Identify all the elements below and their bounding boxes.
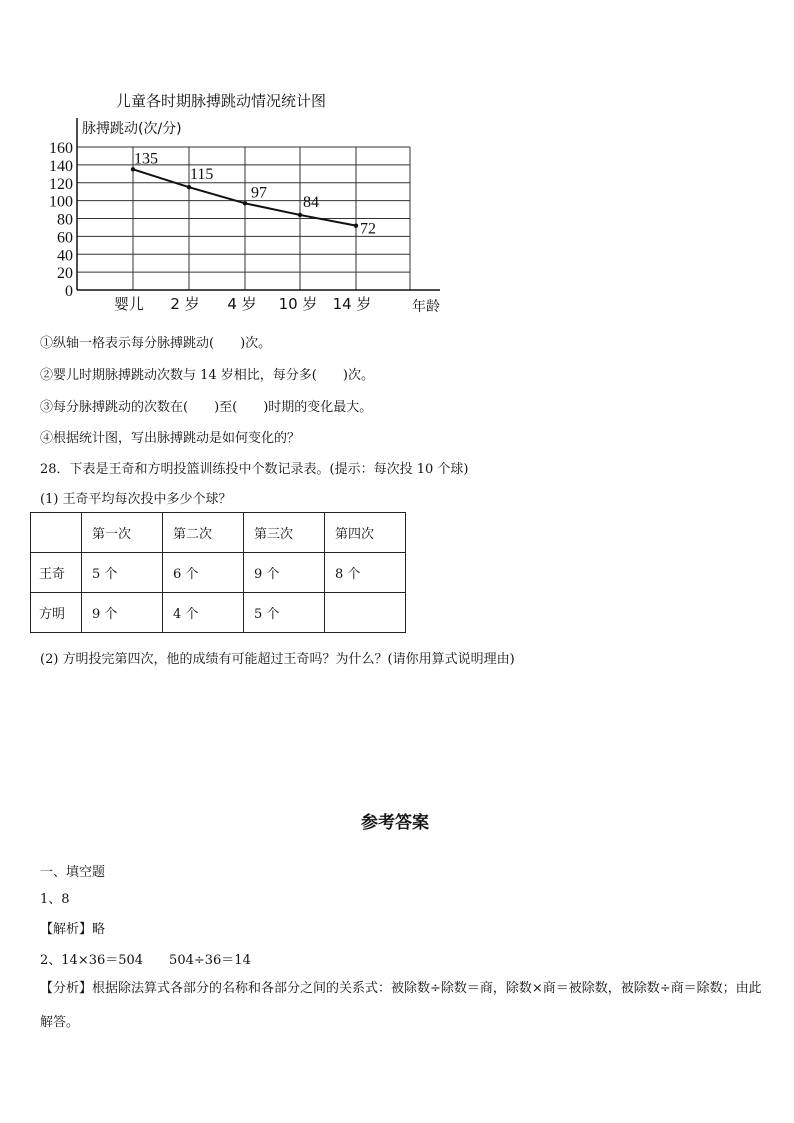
table-cell: 5 个 (244, 593, 325, 633)
data-label: 84 (303, 193, 319, 211)
answer-1: 1、8 (40, 892, 70, 907)
table-cell: 6 个 (163, 553, 244, 593)
x-tick-label: 10 岁 (278, 295, 318, 313)
chart-title: 儿童各时期脉搏跳动情况统计图 (116, 92, 327, 110)
y-tick-label: 40 (57, 247, 73, 265)
question-3: ③每分脉搏跳动的次数在( )至( )时期的变化最大。 (40, 400, 373, 415)
chart-y-axis-label: 脉搏跳动(次/分) (82, 121, 182, 137)
y-tick-label: 20 (57, 265, 73, 283)
chart-axes (77, 118, 440, 290)
answers-title: 参考答案 (361, 813, 429, 833)
chart-x-axis-label: 年龄 (412, 299, 440, 315)
table-cell: 8 个 (325, 553, 406, 593)
pulse-line-chart (0, 0, 794, 330)
y-tick-label: 120 (49, 175, 73, 193)
data-point (187, 185, 191, 189)
table-row-label: 王奇 (31, 553, 82, 593)
chart-grid (77, 147, 410, 290)
question-28: 28．下表是王奇和方明投篮训练投中个数记录表。(提示：每次投 10 个球) (40, 462, 469, 477)
data-point (298, 213, 302, 217)
y-tick-label: 100 (49, 193, 73, 211)
table-row (31, 593, 406, 633)
question-28-part-1: (1) 王奇平均每次投中多少个球？ (40, 492, 232, 507)
data-label: 72 (360, 220, 376, 238)
table-cell: 5 个 (82, 553, 163, 593)
table-row-label: 方明 (31, 593, 82, 633)
data-label: 115 (190, 166, 214, 184)
question-2: ②婴儿时期脉搏跳动次数与 14 岁相比，每分多( )次。 (40, 368, 374, 383)
x-tick-label: 2 岁 (170, 295, 200, 313)
question-28-part-2: (2) 方明投完第四次，他的成绩有可能超过王奇吗？为什么？(请你用算式说明理由) (40, 652, 515, 667)
table-cell: 4 个 (163, 593, 244, 633)
x-tick-label: 14 岁 (332, 295, 372, 313)
table-header-cell: 第二次 (163, 513, 244, 553)
data-label: 97 (251, 184, 267, 202)
pulse-series (131, 150, 376, 237)
data-point (243, 201, 247, 205)
data-point (131, 167, 135, 171)
answer-1-note: 【解析】略 (40, 922, 106, 937)
x-tick-label: 4 岁 (227, 295, 257, 313)
basketball-record-table (30, 512, 406, 633)
y-tick-label: 160 (49, 140, 73, 157)
answers-section-heading: 一、填空题 (40, 865, 106, 880)
table-cell (325, 593, 406, 633)
table-cell: 9 个 (82, 593, 163, 633)
table-header-cell: 第四次 (325, 513, 406, 553)
y-tick-label: 80 (57, 211, 73, 229)
x-tick-label: 婴儿 (113, 295, 145, 313)
y-tick-label: 60 (57, 229, 73, 247)
y-tick-labels (49, 140, 73, 300)
table-header-cell: 第一次 (82, 513, 163, 553)
table-cell: 9 个 (244, 553, 325, 593)
answer-2-analysis: 【分析】根据除法算式各部分的名称和各部分之间的关系式：被除数÷除数＝商，除数×商＝被除数，被除数÷商＝除数；由此解答。 (40, 981, 762, 1030)
data-label: 135 (134, 150, 158, 168)
question-4: ④根据统计图，写出脉搏跳动是如何变化的？ (40, 431, 301, 446)
question-1: ①纵轴一格表示每分脉搏跳动( )次。 (40, 336, 272, 351)
table-row (31, 553, 406, 593)
table-header-cell: 第三次 (244, 513, 325, 553)
table-header-row (31, 513, 406, 553)
data-point (354, 223, 358, 227)
y-tick-label: 140 (49, 157, 73, 175)
y-tick-label: 0 (65, 283, 73, 300)
table-header-cell (31, 513, 82, 553)
answer-2: 2、14×36＝504 504÷36＝14 (40, 953, 251, 968)
x-tick-labels (114, 295, 371, 313)
